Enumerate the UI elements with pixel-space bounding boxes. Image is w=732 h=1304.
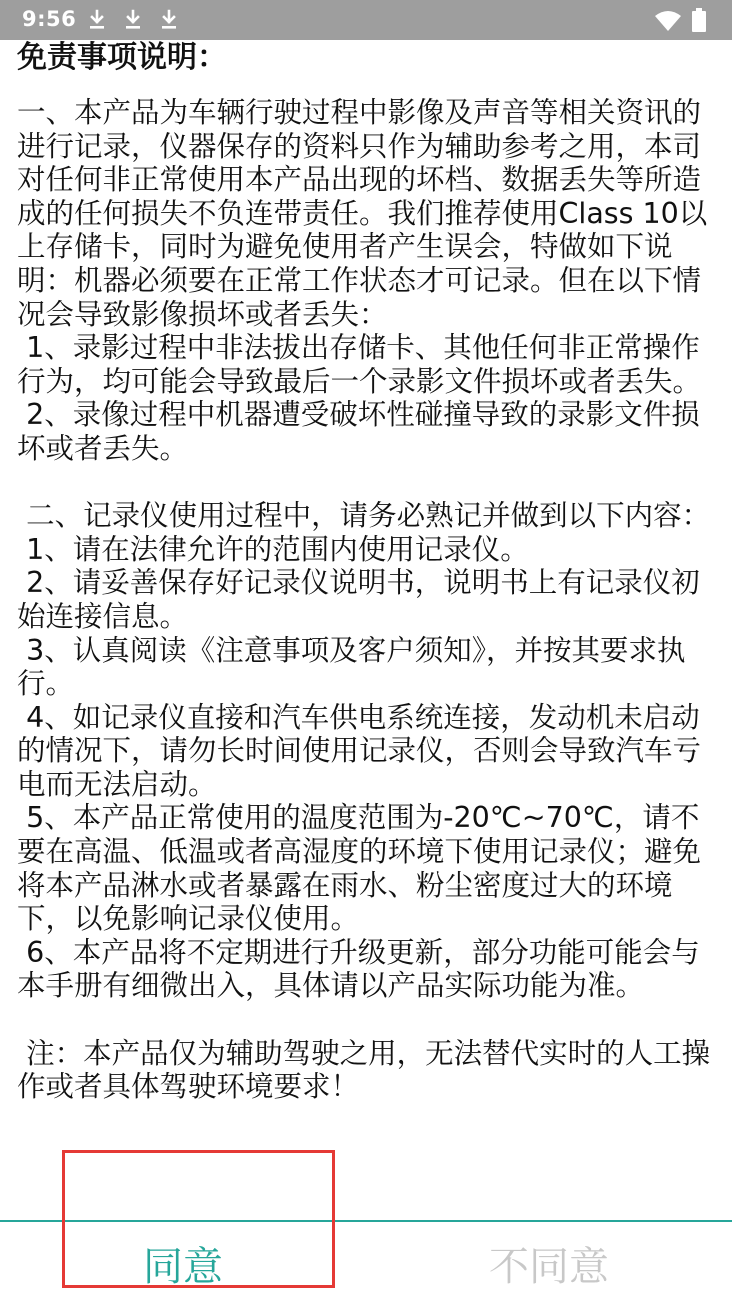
download-icon (88, 9, 106, 31)
disagree-button[interactable]: 不同意 (489, 1243, 609, 1290)
battery-icon (692, 8, 706, 32)
disclaimer-content[interactable] (17, 40, 723, 1104)
page-title: 免责事项说明： (17, 40, 227, 75)
disclaimer-text: 一、本产品为车辆行驶过程中影像及声音等相关资讯的进行记录，仪器保存的资料只作为辅助参考之用，本司对任何非正常使用本产品出现的坏档、数据丢失等所造成的任何损失不负连带责任。我们推荐使用Class 10以上存储卡，同时为避免使用者产生误会，特做如下说明：机器必须要在正常工作状态才可记录。但在以下情况会导致影像损坏或者丢失： 1、录影过程中非法拔出存储卡、其他任何非正常操作行为，均可能会导致最后一个录影文件损坏或者丢失。 2、录像过程中机器遭受破坏性碰撞导致的录影文件损坏或者丢失。 二、记录仪使用过程中，请务必熟记并做到以下内容： 1、请在法律允许的范围内使用记录仪。 2、请妥善保存好记录仪说明书，说明书上有记录仪初始连接信息。 3、认真阅读《注意事项及客户须知》，并按其要求执行。 4、如记录仪直接和汽车供电系统连接，发动机未启动的情况下，请勿长时间使用记录仪，否则会导致汽车亏电而无法启动。 5、本产品正常使用的温度范围为-20℃~70℃，请不要在高温、低温或者高湿度的环境下使用记录仪；避免将本产品淋水或者暴露在雨水、粉尘密度过大的环境下，以免影响记录仪使用。 6、本产品将不定期进行升级更新，部分功能可能会与本手册有细微出入，具体请以产品实际功能为准。 注：本产品仅为辅助驾驶之用，无法替代实时的人工操作或者具体驾驶环境要求！ (17, 96, 711, 1104)
download-icon (124, 9, 142, 31)
status-bar (0, 0, 732, 40)
status-time: 9:56 (22, 7, 77, 31)
wifi-icon (654, 10, 682, 32)
status-indicators (654, 8, 714, 32)
download-icon (160, 9, 178, 31)
agree-button[interactable]: 同意 (143, 1243, 223, 1290)
